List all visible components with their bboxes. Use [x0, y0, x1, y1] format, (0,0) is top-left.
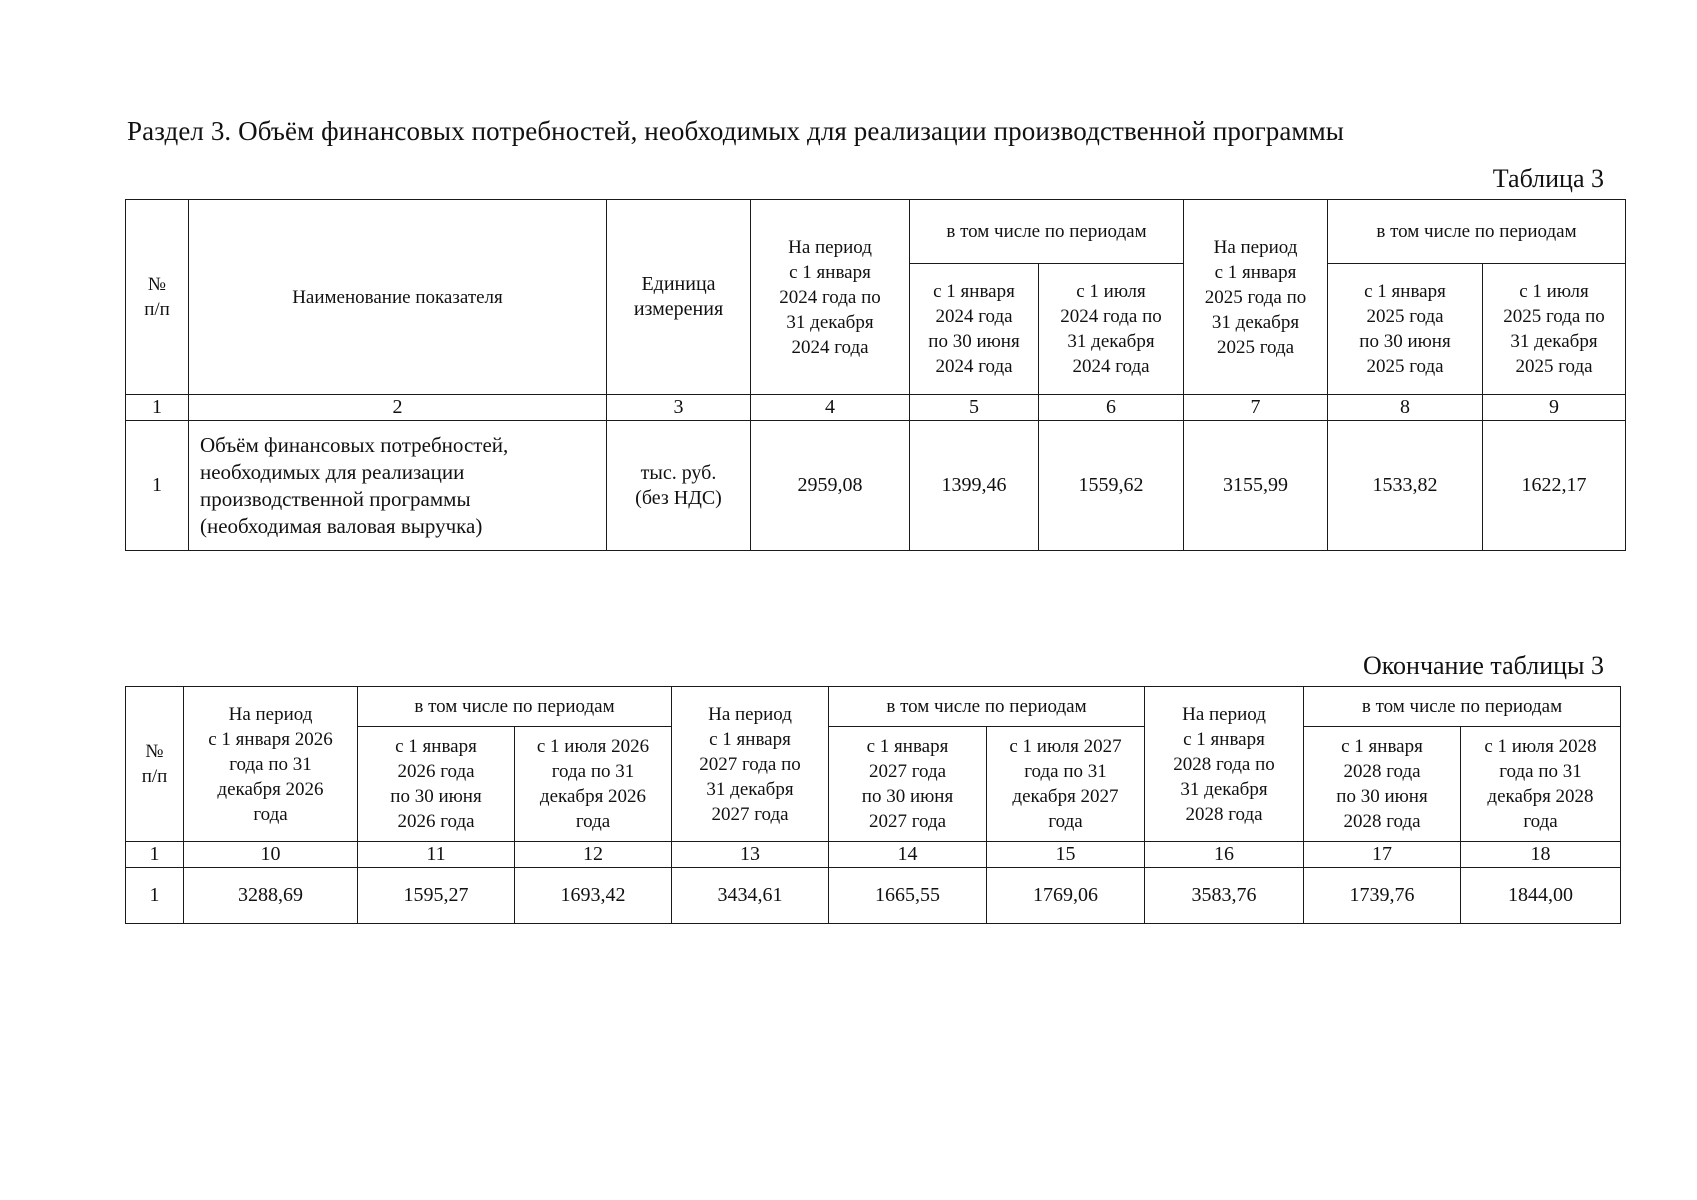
cell-text-line: 2024 года по — [779, 286, 881, 308]
cell-text-line: года по 31 — [229, 753, 312, 775]
column-number: 4 — [751, 395, 910, 421]
value-cell: 1844,00 — [1461, 868, 1621, 924]
value-cell: 1533,82 — [1328, 421, 1483, 551]
cell-text-line: 2026 года — [397, 811, 475, 832]
cell-text-line: 2028 года — [1343, 811, 1421, 832]
cell-text-line: № — [147, 274, 167, 295]
column-number: 14 — [829, 842, 987, 868]
cell-text-line: с 1 января — [789, 261, 871, 283]
cell-text-line: п/п — [144, 299, 170, 320]
header-unit — [607, 200, 751, 395]
cell-text-line: необходимых для реализации — [200, 459, 465, 484]
header-2026-h2 — [515, 727, 672, 842]
row-num: 1 — [126, 421, 189, 551]
cell-text-line: 2028 года — [1343, 761, 1421, 782]
row-indicator-name — [189, 421, 607, 551]
table-caption: Таблица 3 — [1492, 164, 1604, 193]
value-cell: 3288,69 — [184, 868, 358, 924]
cell-text-line: с 1 июля 2027 — [1009, 736, 1122, 757]
cell-text-line: 2024 года — [1072, 356, 1150, 377]
cell-text-line: года — [1048, 811, 1083, 832]
cell-text-line: года по 31 — [1024, 761, 1107, 782]
value-cell: 1769,06 — [987, 868, 1145, 924]
cell-text-line: по 30 июня — [1336, 786, 1428, 807]
column-number: 7 — [1184, 395, 1328, 421]
cell-text-line: 31 декабря — [1510, 331, 1598, 352]
value-cell: 2959,08 — [751, 421, 910, 551]
financial-needs-table-continued — [125, 686, 1621, 924]
cell-text-line: 2026 года — [397, 761, 475, 782]
cell-text-line: 2024 года — [791, 336, 869, 358]
column-number: 18 — [1461, 842, 1621, 868]
cell-text-line: с 1 июля — [1076, 281, 1146, 302]
cell-text-line: № — [145, 741, 164, 762]
header-indicator-name: Наименование показателя — [189, 200, 607, 395]
table-continuation-caption: Окончание таблицы 3 — [1362, 651, 1604, 680]
cell-text-line: 2025 года — [1216, 336, 1295, 358]
cell-text-line: с 1 июля — [1519, 281, 1589, 302]
value-cell: 1665,55 — [829, 868, 987, 924]
header-period-2028 — [1145, 687, 1304, 842]
header-2024-h2 — [1039, 264, 1184, 395]
cell-text-line: 2028 года по — [1173, 753, 1275, 775]
table-row — [126, 868, 1621, 924]
cell-text-line: по 30 июня — [861, 786, 954, 807]
cell-text-line: по 30 июня — [928, 331, 1020, 352]
cell-text-line: (без НДС) — [635, 486, 722, 509]
cell-text-line: 31 декабря — [1180, 778, 1268, 800]
header-subperiods-2026: в том числе по периодам — [358, 687, 672, 727]
column-number: 1 — [126, 395, 189, 421]
value-cell: 1693,42 — [515, 868, 672, 924]
value-cell: 3583,76 — [1145, 868, 1304, 924]
cell-text-line: На период — [228, 703, 313, 725]
cell-text-line: 31 декабря — [786, 311, 874, 333]
cell-text-line: 2025 года — [1515, 356, 1593, 377]
cell-text-line: 2027 года — [711, 803, 789, 825]
row-num: 1 — [126, 868, 184, 924]
value-cell: 1595,27 — [358, 868, 515, 924]
cell-text-line: с 1 января — [933, 281, 1015, 302]
column-number: 17 — [1304, 842, 1461, 868]
row-unit — [607, 421, 751, 551]
cell-text-line: декабря 2027 — [1012, 786, 1119, 807]
cell-text-line: декабря 2026 — [539, 786, 647, 807]
cell-text-line: по 30 июня — [390, 786, 482, 807]
value-cell: 3155,99 — [1184, 421, 1328, 551]
header-2028-h2 — [1461, 727, 1621, 842]
column-number: 6 — [1039, 395, 1184, 421]
column-number: 13 — [672, 842, 829, 868]
header-subperiods-2028: в том числе по периодам — [1304, 687, 1621, 727]
cell-text-line: п/п — [141, 766, 168, 787]
cell-text-line: тыс. руб. — [640, 461, 717, 484]
cell-text-line: года — [1523, 811, 1558, 832]
cell-text-line: На период — [1213, 236, 1298, 258]
cell-text-line: с 1 января — [1341, 736, 1423, 757]
column-number: 9 — [1483, 395, 1626, 421]
cell-text-line: с 1 января — [1364, 281, 1446, 302]
cell-text-line: с 1 января — [1214, 261, 1297, 283]
column-number: 2 — [189, 395, 607, 421]
cell-text-line: На период — [708, 703, 792, 725]
column-number: 10 — [184, 842, 358, 868]
column-number: 3 — [607, 395, 751, 421]
header-2028-h1 — [1304, 727, 1461, 842]
cell-text-line: с 1 июля 2026 — [536, 736, 650, 757]
header-2026-h1 — [358, 727, 515, 842]
column-number: 5 — [910, 395, 1039, 421]
cell-text-line: с 1 января — [866, 736, 949, 757]
cell-text-line: 2027 года по — [699, 753, 801, 775]
column-number: 8 — [1328, 395, 1483, 421]
cell-text-line: (необходимая валовая выручка) — [200, 513, 483, 538]
header-subperiods-2027: в том числе по периодам — [829, 687, 1145, 727]
column-numbers-row — [126, 842, 1621, 868]
cell-text-line: 2024 года — [935, 306, 1013, 327]
cell-text-line: с 1 января — [709, 728, 791, 750]
cell-text-line: года по 31 — [551, 761, 635, 782]
column-number: 15 — [987, 842, 1145, 868]
cell-text-line: с 1 января 2026 — [208, 728, 333, 750]
cell-text-line: года — [253, 803, 288, 825]
value-cell: 1739,76 — [1304, 868, 1461, 924]
header-num — [126, 200, 189, 395]
cell-text-line: 2027 года — [868, 761, 947, 782]
header-subperiods-2024: в том числе по периодам — [910, 200, 1184, 264]
value-cell: 1622,17 — [1483, 421, 1626, 551]
cell-text-line: с 1 июля 2028 — [1484, 736, 1597, 757]
column-numbers-row — [126, 395, 1626, 421]
column-number: 11 — [358, 842, 515, 868]
column-number: 1 — [126, 842, 184, 868]
cell-text-line: 2025 года по — [1503, 306, 1605, 327]
cell-text-line: На период — [1182, 703, 1266, 725]
value-cell: 1559,62 — [1039, 421, 1184, 551]
cell-text-line: года — [575, 811, 611, 832]
header-period-2025 — [1184, 200, 1328, 395]
header-2024-h1 — [910, 264, 1039, 395]
cell-text-line: 31 декабря — [1067, 331, 1155, 352]
section-title: Раздел 3. Объём финансовых потребностей, необходимых для реализации производственной программы — [127, 116, 1345, 146]
header-subperiods-2025: в том числе по периодам — [1328, 200, 1626, 264]
header-2025-h2 — [1483, 264, 1626, 395]
column-number: 16 — [1145, 842, 1304, 868]
header-period-2024 — [751, 200, 910, 395]
cell-text-line: года по 31 — [1499, 761, 1582, 782]
cell-text-line: с 1 января — [395, 736, 477, 757]
cell-text-line: декабря 2028 — [1487, 786, 1594, 807]
table-row — [126, 421, 1626, 551]
cell-text-line: с 1 января — [1183, 728, 1265, 750]
cell-text-line: 2024 года по — [1060, 306, 1162, 327]
header-2027-h2 — [987, 727, 1145, 842]
cell-text-line: Объём финансовых потребностей, — [200, 432, 509, 457]
cell-text-line: 2028 года — [1185, 803, 1263, 825]
cell-text-line: декабря 2026 — [217, 778, 324, 800]
cell-text-line: Единица — [641, 273, 716, 295]
cell-text-line: 31 декабря — [1211, 311, 1300, 333]
cell-text-line: 2025 года — [1366, 306, 1444, 327]
cell-text-line: производственной программы — [200, 486, 471, 511]
header-period-2026 — [184, 687, 358, 842]
cell-text-line: 2024 года — [935, 356, 1013, 377]
cell-text-line: измерения — [633, 298, 724, 320]
financial-needs-table — [125, 199, 1626, 551]
cell-text-line: 2027 года — [868, 811, 947, 832]
header-2027-h1 — [829, 727, 987, 842]
column-number: 12 — [515, 842, 672, 868]
value-cell: 1399,46 — [910, 421, 1039, 551]
header-2025-h1 — [1328, 264, 1483, 395]
cell-text-line: 2025 года — [1366, 356, 1444, 377]
header-num — [126, 687, 184, 842]
cell-text-line: по 30 июня — [1359, 331, 1451, 352]
header-period-2027 — [672, 687, 829, 842]
cell-text-line: 2025 года по — [1204, 286, 1307, 308]
cell-text-line: 31 декабря — [706, 778, 794, 800]
value-cell: 3434,61 — [672, 868, 829, 924]
cell-text-line: На период — [788, 236, 872, 258]
